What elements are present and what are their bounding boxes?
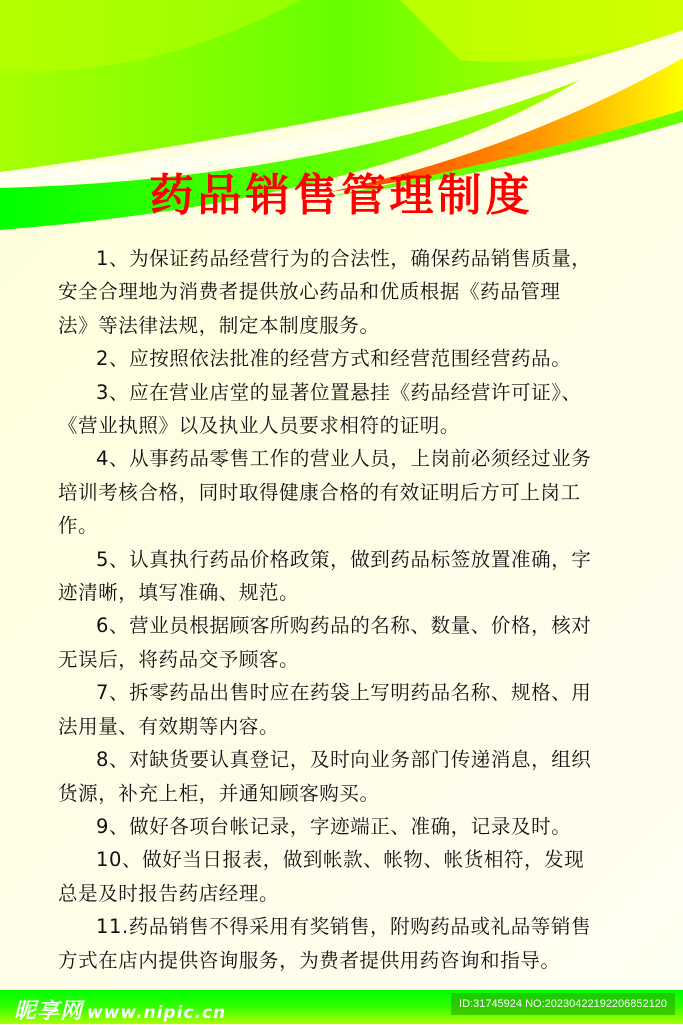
regulation-item	[58, 910, 638, 977]
regulation-item	[58, 810, 638, 843]
regulation-line: 方式在店内提供咨询服务，为费者提供用药咨询和指导。	[58, 948, 561, 972]
regulation-line: 7、拆零药品出售时应在药袋上写明药品名称、规格、用	[96, 681, 592, 705]
regulation-item	[58, 543, 638, 610]
regulation-list	[58, 242, 638, 977]
regulation-line: 安全合理地为消费者提供放心药品和优质根据《药品管理	[58, 280, 561, 304]
regulation-line: 9、做好各项台帐记录，字迹端正、准确，记录及时。	[96, 814, 572, 838]
site-logo	[14, 994, 226, 1025]
regulation-line: 8、对缺货要认真登记，及时向业务部门传递消息，组织	[96, 748, 592, 772]
regulation-item	[58, 376, 638, 443]
regulation-line: 《营业执照》以及执业人员要求相符的证明。	[58, 414, 461, 438]
regulation-line: 4、从事药品零售工作的营业人员，上岗前必须经过业务	[96, 447, 592, 471]
regulation-line: 1、为保证药品经营行为的合法性，确保药品销售质量，	[96, 247, 592, 270]
regulation-item	[58, 442, 638, 542]
regulation-line: 10、做好当日报表，做到帐款、帐物、帐货相符，发现	[96, 848, 585, 872]
image-id: ID:31745924 NO:20230422192206852120	[451, 993, 675, 1015]
regulation-line: 3、应在营业店堂的显著位置悬挂《药品经营许可证》、	[96, 380, 582, 404]
watermark-bar	[0, 990, 683, 1024]
regulation-item	[58, 342, 638, 375]
regulation-item	[58, 743, 638, 810]
regulation-item	[58, 843, 638, 910]
regulation-line: 6、营业员根据顾客所购药品的名称、数量、价格，核对	[96, 614, 592, 638]
regulation-line: 总是及时报告药店经理。	[58, 881, 280, 905]
regulation-line: 11.药品销售不得采用有奖销售，附购药品或礼品等销售	[96, 915, 592, 939]
regulation-item	[58, 609, 638, 676]
regulation-line: 培训考核合格，同时取得健康合格的有效证明后方可上岗工	[58, 480, 581, 504]
regulation-line: 5、认真执行药品价格政策，做到药品标签放置准确，字	[96, 547, 592, 571]
regulation-line: 2、应按照依法批准的经营方式和经营范围经营药品。	[96, 347, 572, 371]
regulation-line: 法》等法律法规，制定本制度服务。	[58, 313, 380, 337]
regulation-line: 迹清晰，填写准确、规范。	[58, 581, 300, 605]
regulation-line: 无误后，将药品交予顾客。	[58, 647, 300, 671]
logo-text: 昵享网	[14, 999, 84, 1024]
page-title: 药品销售管理制度	[149, 170, 534, 221]
logo-url: www.nipic.cn	[87, 1003, 227, 1023]
regulation-line: 货源，补充上柜，并通知顾客购买。	[58, 781, 380, 805]
regulation-line: 法用量、有效期等内容。	[58, 714, 280, 738]
regulation-line: 作。	[58, 514, 99, 538]
regulation-item	[58, 242, 638, 342]
regulation-item	[58, 676, 638, 743]
